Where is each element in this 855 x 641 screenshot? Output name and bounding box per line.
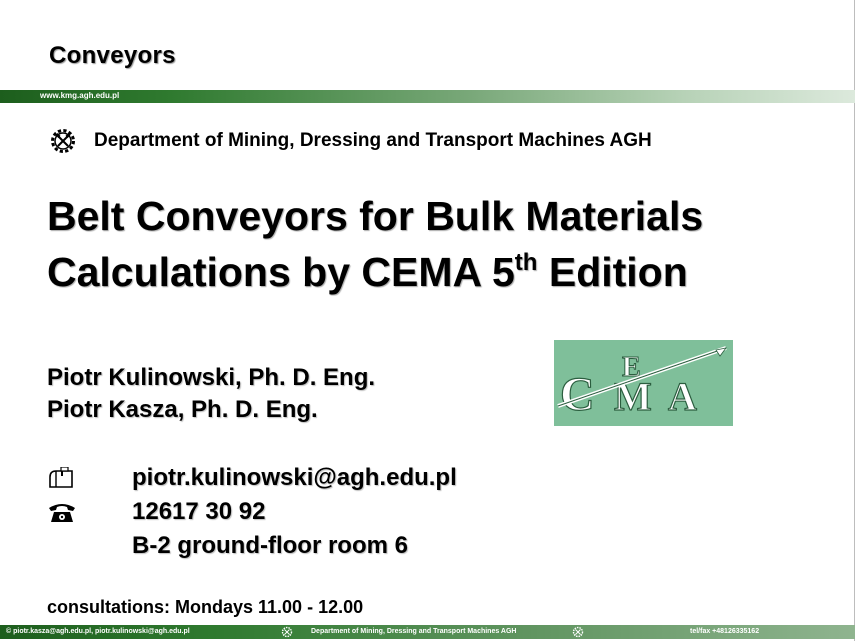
gear-hammer-icon (281, 626, 293, 638)
footer-emails[interactable]: © piotr.kasza@agh.edu.pl, piotr.kulinowski@agh.edu.pl (6, 628, 190, 635)
main-title-line2 (47, 244, 703, 300)
website-url[interactable]: www.kmg.agh.edu.pl (40, 91, 120, 100)
room-location: B-2 ground-floor room 6 (132, 532, 408, 559)
author-name: Piotr Kasza, Ph. D. Eng. (47, 396, 318, 423)
email-link[interactable]: piotr.kulinowski@agh.edu.pl (132, 464, 457, 491)
title-line2-suffix: Edition (537, 249, 688, 295)
phone-number: 12617 30 92 (132, 498, 266, 525)
email-row (47, 462, 457, 494)
footer-department: Department of Mining, Dressing and Transport Machines AGH (311, 628, 517, 635)
department-row (48, 126, 652, 156)
author-name: Piotr Kulinowski, Ph. D. Eng. (47, 364, 376, 391)
room-row (132, 530, 408, 562)
cema-logo (554, 340, 733, 426)
svg-text:E: E (622, 352, 641, 383)
authors-list (47, 362, 375, 426)
gear-hammer-icon (48, 126, 78, 156)
svg-text:C: C (560, 368, 595, 421)
svg-text:M: M (614, 374, 652, 419)
title-line2-prefix: Calculations by CEMA 5 (47, 249, 515, 295)
consultation-hours: consultations: Mondays 11.00 - 12.00 (47, 597, 364, 617)
slide-header-title: Conveyors (49, 42, 176, 69)
phone-row (47, 496, 265, 528)
gear-hammer-icon (572, 626, 584, 638)
header-bar (0, 90, 855, 103)
slide-main-title (47, 188, 703, 300)
department-name: Department of Mining, Dressing and Transport Machines AGH (94, 130, 652, 151)
title-superscript: th (514, 249, 538, 276)
footer-bar (0, 625, 855, 639)
mailbox-icon (47, 466, 77, 490)
svg-text:A: A (668, 374, 697, 419)
footer-telfax: tel/fax +48126335162 (690, 628, 760, 635)
main-title-line1: Belt Conveyors for Bulk Materials (47, 193, 704, 239)
telephone-icon (47, 500, 77, 524)
